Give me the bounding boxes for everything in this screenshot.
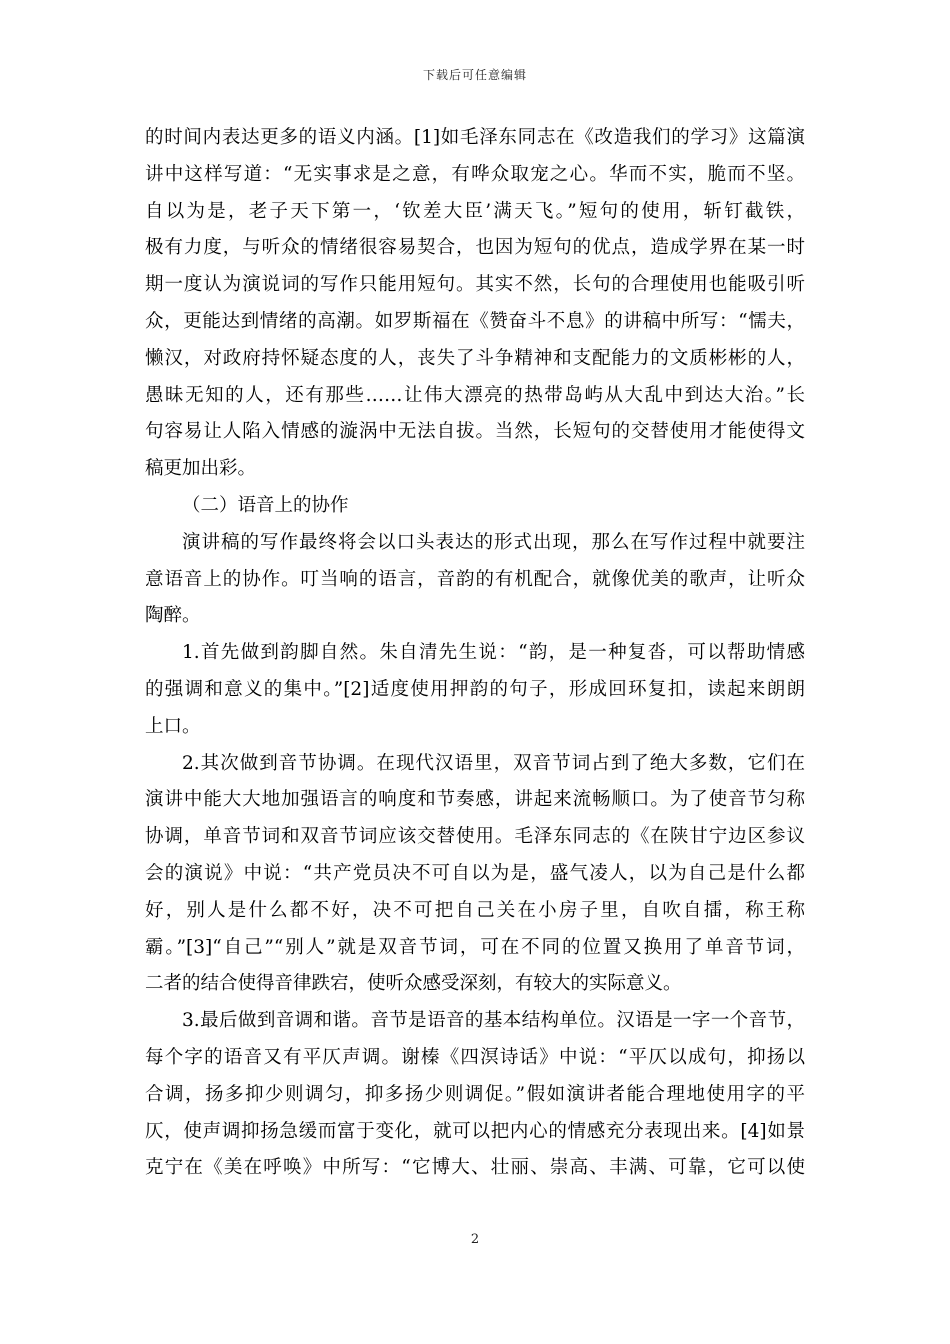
text-line: 霸。”[3]“自己”“别人”就是双音节词，可在不同的位置又换用了单音节词， bbox=[145, 936, 805, 958]
section-heading: （二）语音上的协作 bbox=[182, 494, 349, 516]
text-line: 会的演说》中说：“共产党员决不可自以为是，盛气凌人，以为自己是什么都 bbox=[145, 862, 805, 884]
text-line: 上口。 bbox=[145, 715, 201, 737]
text-line: 极有力度，与听众的情绪很容易契合，也因为短句的优点，造成学界在某一时 bbox=[145, 237, 805, 259]
text-line: 懒汉，对政府持怀疑态度的人，丧失了斗争精神和支配能力的文质彬彬的人， bbox=[145, 347, 805, 369]
text-line: 的强调和意义的集中。”[2]适度使用押韵的句子，形成回环复扣，读起来朗朗 bbox=[145, 678, 805, 700]
text-line: 克宁在《美在呼唤》中所写：“它博大、壮丽、崇高、丰满、可靠，它可以使 bbox=[145, 1157, 805, 1179]
text-line: 3.最后做到音调和谐。音节是语音的基本结构单位。汉语是一字一个音节， bbox=[182, 1010, 805, 1032]
text-line: 众，更能达到情绪的高潮。如罗斯福在《赞奋斗不息》的讲稿中所写：“懦夫， bbox=[145, 310, 805, 332]
text-line: 好，别人是什么都不好，决不可把自己关在小房子里，自吹自擂，称王称 bbox=[145, 899, 805, 921]
text-line: 的时间内表达更多的语义内涵。[1]如毛泽东同志在《改造我们的学习》这篇演 bbox=[145, 127, 805, 148]
text-line: 合调，扬多抑少则调匀，抑多扬少则调促。”假如演讲者能合理地使用字的平 bbox=[145, 1083, 805, 1105]
text-line: 1.首先做到韵脚自然。朱自清先生说：“韵，是一种复沓，可以帮助情感 bbox=[182, 642, 805, 664]
text-line: 期一度认为演说词的写作只能用短句。其实不然，长句的合理使用也能吸引听 bbox=[145, 274, 805, 296]
text-line: 意语音上的协作。叮当响的语言，音韵的有机配合，就像优美的歌声，让听众 bbox=[145, 568, 805, 590]
text-line: 陶醉。 bbox=[145, 605, 201, 627]
text-line: 句容易让人陷入情感的漩涡中无法自拔。当然，长短句的交替使用才能使得文 bbox=[145, 421, 805, 443]
text-line: 协调，单音节词和双音节词应该交替使用。毛泽东同志的《在陕甘宁边区参议 bbox=[145, 826, 805, 848]
text-line: 自以为是，老子天下第一，‘钦差大臣’满天飞。”短句的使用，斩钉截铁， bbox=[145, 200, 805, 222]
text-line: 二者的结合使得音律跌宕，使听众感受深刻，有较大的实际意义。 bbox=[145, 973, 682, 995]
text-line: 演讲稿的写作最终将会以口头表达的形式出现，那么在写作过程中就要注 bbox=[182, 531, 805, 553]
text-line: 讲中这样写道：“无实事求是之意，有哗众取宠之心。华而不实，脆而不坚。 bbox=[145, 163, 805, 185]
document-body bbox=[145, 120, 805, 1187]
text-line: 2.其次做到音节协调。在现代汉语里，双音节词占到了绝大多数，它们在 bbox=[182, 752, 805, 774]
text-line: 愚昧无知的人，还有那些……让伟大漂亮的热带岛屿从大乱中到达大治。”长 bbox=[145, 384, 805, 406]
text-line: 演讲中能大大地加强语言的响度和节奏感，讲起来流畅顺口。为了使音节匀称 bbox=[145, 789, 805, 811]
text-line: 每个字的语音又有平仄声调。谢榛《四溟诗话》中说：“平仄以成句，抑扬以 bbox=[145, 1046, 805, 1068]
page-number: 2 bbox=[470, 1232, 480, 1247]
page-header: 下载后可任意编辑 bbox=[422, 68, 527, 82]
text-line: 稿更加出彩。 bbox=[145, 458, 257, 480]
text-line: 仄，使声调抑扬急缓而富于变化，就可以把内心的情感充分表现出来。[4]如景 bbox=[145, 1120, 805, 1142]
